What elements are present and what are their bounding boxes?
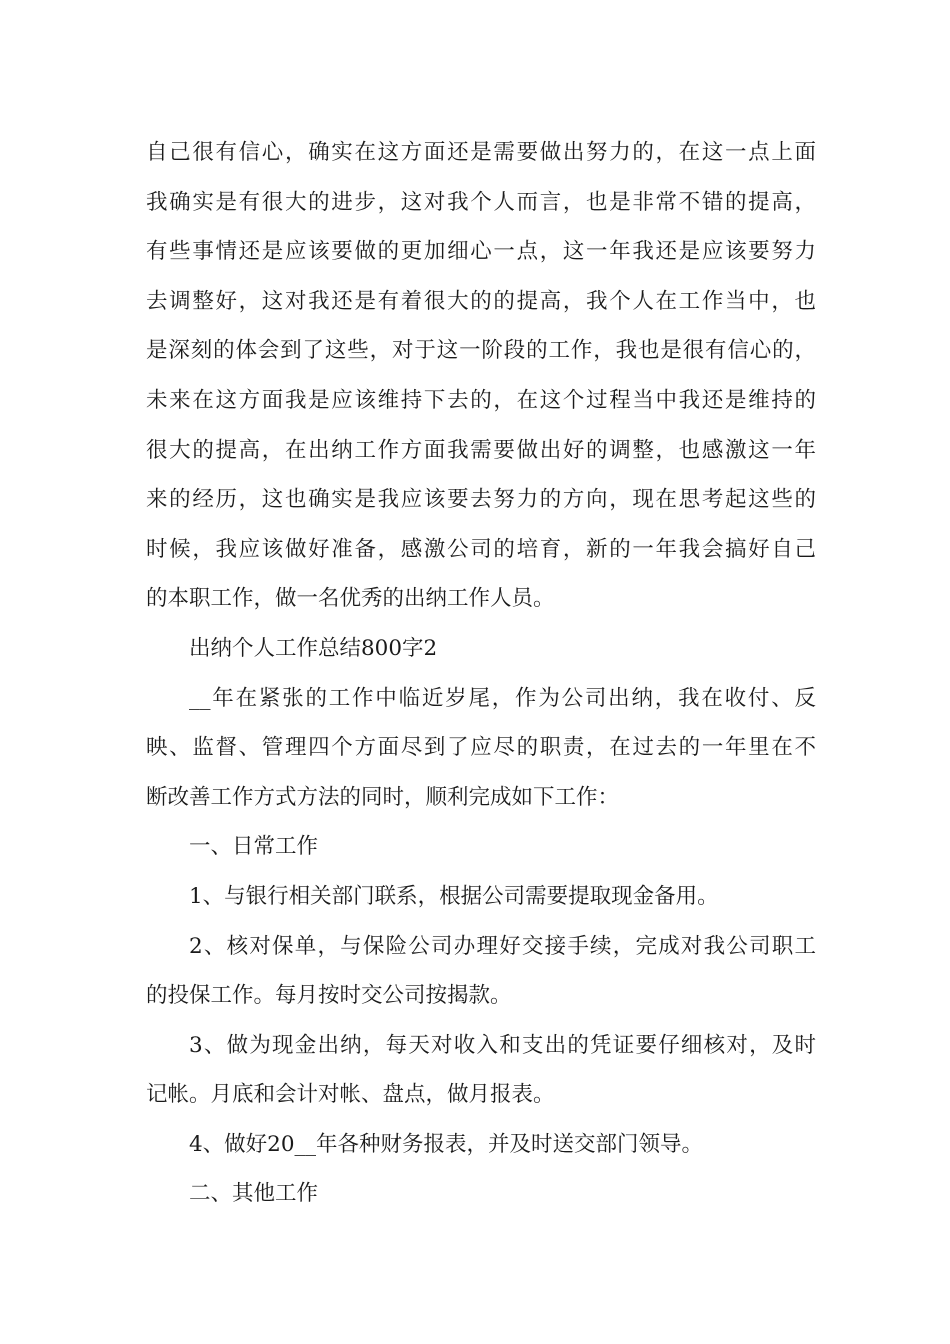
text-line: 有些事情还是应该要做的更加细心一点，这一年我还是应该要努力 — [146, 239, 816, 265]
list-item: 2、核对保单，与保险公司办理好交接手续，完成对我公司职工 — [189, 933, 816, 959]
text-line: 自己很有信心，确实在这方面还是需要做出努力的，在这一点上面 — [146, 140, 816, 165]
document-body — [146, 128, 816, 1219]
text-line: __年在紧张的工作中临近岁尾，作为公司出纳，我在收付、反 — [189, 685, 816, 711]
text-line: 我确实是有很大的进步，这对我个人而言，也是非常不错的提高， — [146, 189, 816, 215]
text-line: 的本职工作，做一名优秀的出纳工作人员。 — [146, 586, 555, 612]
text-line: 未来在这方面我是应该维持下去的，在这个过程当中我还是维持的 — [146, 387, 816, 413]
text-line: 记帐。月底和会计对帐、盘点，做月报表。 — [146, 1082, 555, 1108]
section-heading: 出纳个人工作总结800字2 — [189, 635, 438, 661]
list-item: 3、做为现金出纳，每天对收入和支出的凭证要仔细核对，及时 — [189, 1032, 816, 1058]
text-line: 来的经历，这也确实是我应该要去努力的方向，现在思考起这些的 — [146, 487, 816, 513]
text-line: 时候，我应该做好准备，感激公司的培育，新的一年我会搞好自己 — [146, 536, 816, 562]
text-line: 的投保工作。每月按时交公司按揭款。 — [146, 983, 512, 1009]
section-heading: 一、日常工作 — [189, 834, 319, 860]
text-line: 映、监督、管理四个方面尽到了应尽的职责，在过去的一年里在不 — [146, 735, 816, 761]
text-line: 很大的提高，在出纳工作方面我需要做出好的调整，也感激这一年 — [146, 437, 816, 463]
section-heading: 二、其他工作 — [189, 1181, 319, 1207]
text-line: 是深刻的体会到了这些，对于这一阶段的工作，我也是很有信心的， — [146, 338, 816, 364]
list-item: 1、与银行相关部门联系，根据公司需要提取现金备用。 — [189, 883, 719, 909]
list-item: 4、做好20__年各种财务报表，并及时送交部门领导。 — [189, 1131, 704, 1157]
text-line: 去调整好，这对我还是有着很大的的提高，我个人在工作当中，也 — [146, 288, 816, 314]
text-line: 断改善工作方式方法的同时，顺利完成如下工作： — [146, 784, 620, 810]
